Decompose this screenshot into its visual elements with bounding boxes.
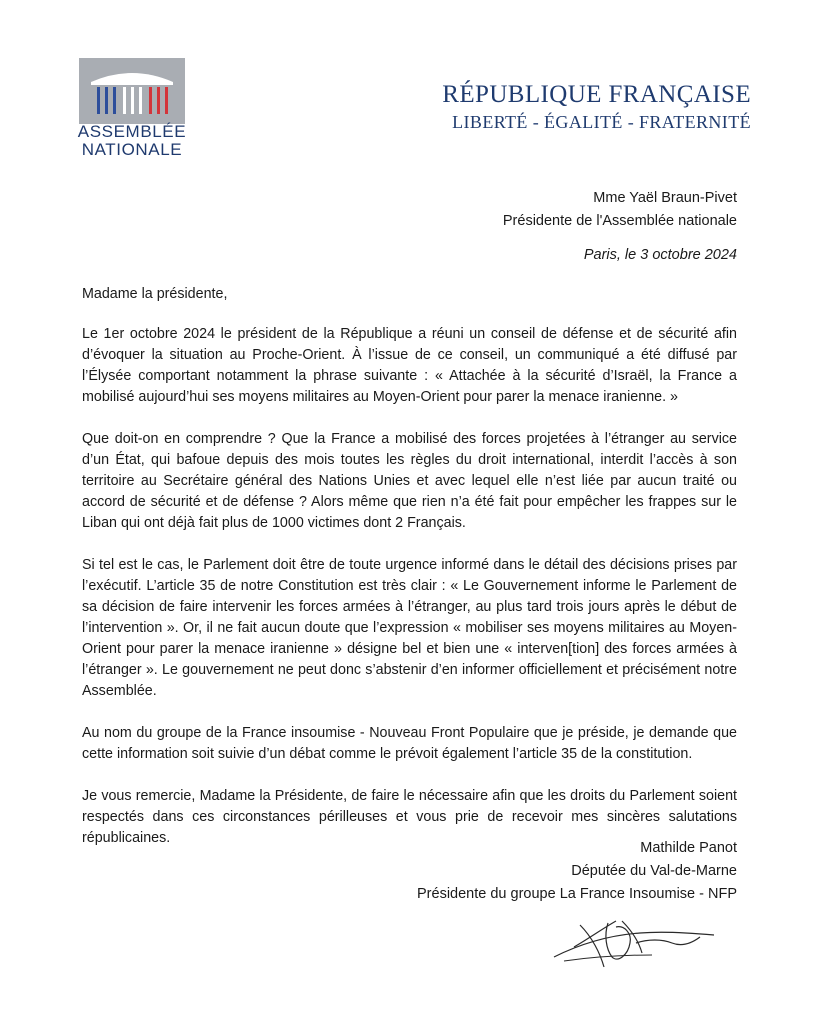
recipient-title: Présidente de l'Assemblée nationale — [502, 213, 737, 229]
signatory-name: Mathilde Panot — [640, 840, 737, 856]
signature-block — [417, 837, 737, 906]
recipient-block — [503, 187, 737, 233]
letter-date: Paris, le 3 octobre 2024 — [583, 247, 737, 263]
signatory-group: Présidente du groupe La France Insoumise - NFP — [417, 886, 737, 902]
logo-text-line1: ASSEMBLÉE — [77, 122, 187, 141]
republic-motto: LIBERTÉ - ÉGALITÉ - FRATERNITÉ — [452, 112, 751, 132]
paragraph-2: Que doit-on en comprendre ? Que la France a mobilisé des forces projetées à l’étranger au service d’un État, qui bafoue depuis des mois toutes les règles du droit international, interdit l’accès à son territoire au Secrétaire général des Nations Unies et avec lequel elle n’est liée par aucun traité ou accord de sécurité et de défense ? Alors même que rien n’a été fait pour empêcher les frappes sur le Liban qui ont déjà fait plus de 1000 victimes dont 2 Français. — [82, 431, 737, 531]
republic-title: RÉPUBLIQUE FRANÇAISE — [442, 81, 751, 108]
paragraph-5: Je vous remercie, Madame la Présidente, de faire le nécessaire afin que les droits du Parlement soient respectés dans ces circonstances périlleuses et vous prie de recevoir mes sincères salutations républicaines. — [82, 788, 737, 846]
salutation: Madame la présidente, — [82, 286, 228, 302]
republic-header — [442, 80, 751, 133]
letter-body — [82, 284, 737, 849]
handwritten-signature — [552, 913, 720, 971]
logo-text-line2: NATIONALE — [81, 140, 183, 159]
recipient-name: Mme Yaël Braun-Pivet — [593, 190, 737, 206]
signatory-role: Députée du Val-de-Marne — [571, 863, 737, 879]
paragraph-3: Si tel est le cas, le Parlement doit être de toute urgence informé dans le détail des décisions prises par l’exécutif. L’article 35 de notre Constitution est très clair : « Le Gouvernement informe le Parlement de sa décision de faire intervenir les forces armées à l’étranger, au plus tard trois jours après le début de l’intervention ». Or, il ne fait aucun doute que l’expression « mobiliser ses moyens militaires au Moyen-Orient pour parer la menace iranienne » désigne bel et bien une « interven[tion] des forces armées à l’étranger ». Le gouvernement ne peut donc s’abstenir d’en informer officiellement et précisément notre Assemblée. — [82, 557, 737, 699]
hemicycle-logo-icon — [79, 58, 185, 124]
paragraph-4: Au nom du groupe de la France insoumise - Nouveau Front Populaire que je préside, je demande que cette information soit suivie d’un débat comme le prévoit également l’article 35 de la constitution. — [82, 725, 737, 762]
paragraph-1: Le 1er octobre 2024 le président de la République a réuni un conseil de défense et de sécurité afin d’évoquer la situation au Proche-Orient. À l’issue de ce conseil, un communiqué a été diffusé par l’Élysée comportant notamment la phrase suivante : « Attachée à la sécurité d’Israël, la France a mobilisé aujourd’hui ses moyens militaires au Moyen-Orient pour parer la menace iranienne. » — [82, 326, 737, 405]
assemblee-nationale-logo — [76, 58, 188, 158]
